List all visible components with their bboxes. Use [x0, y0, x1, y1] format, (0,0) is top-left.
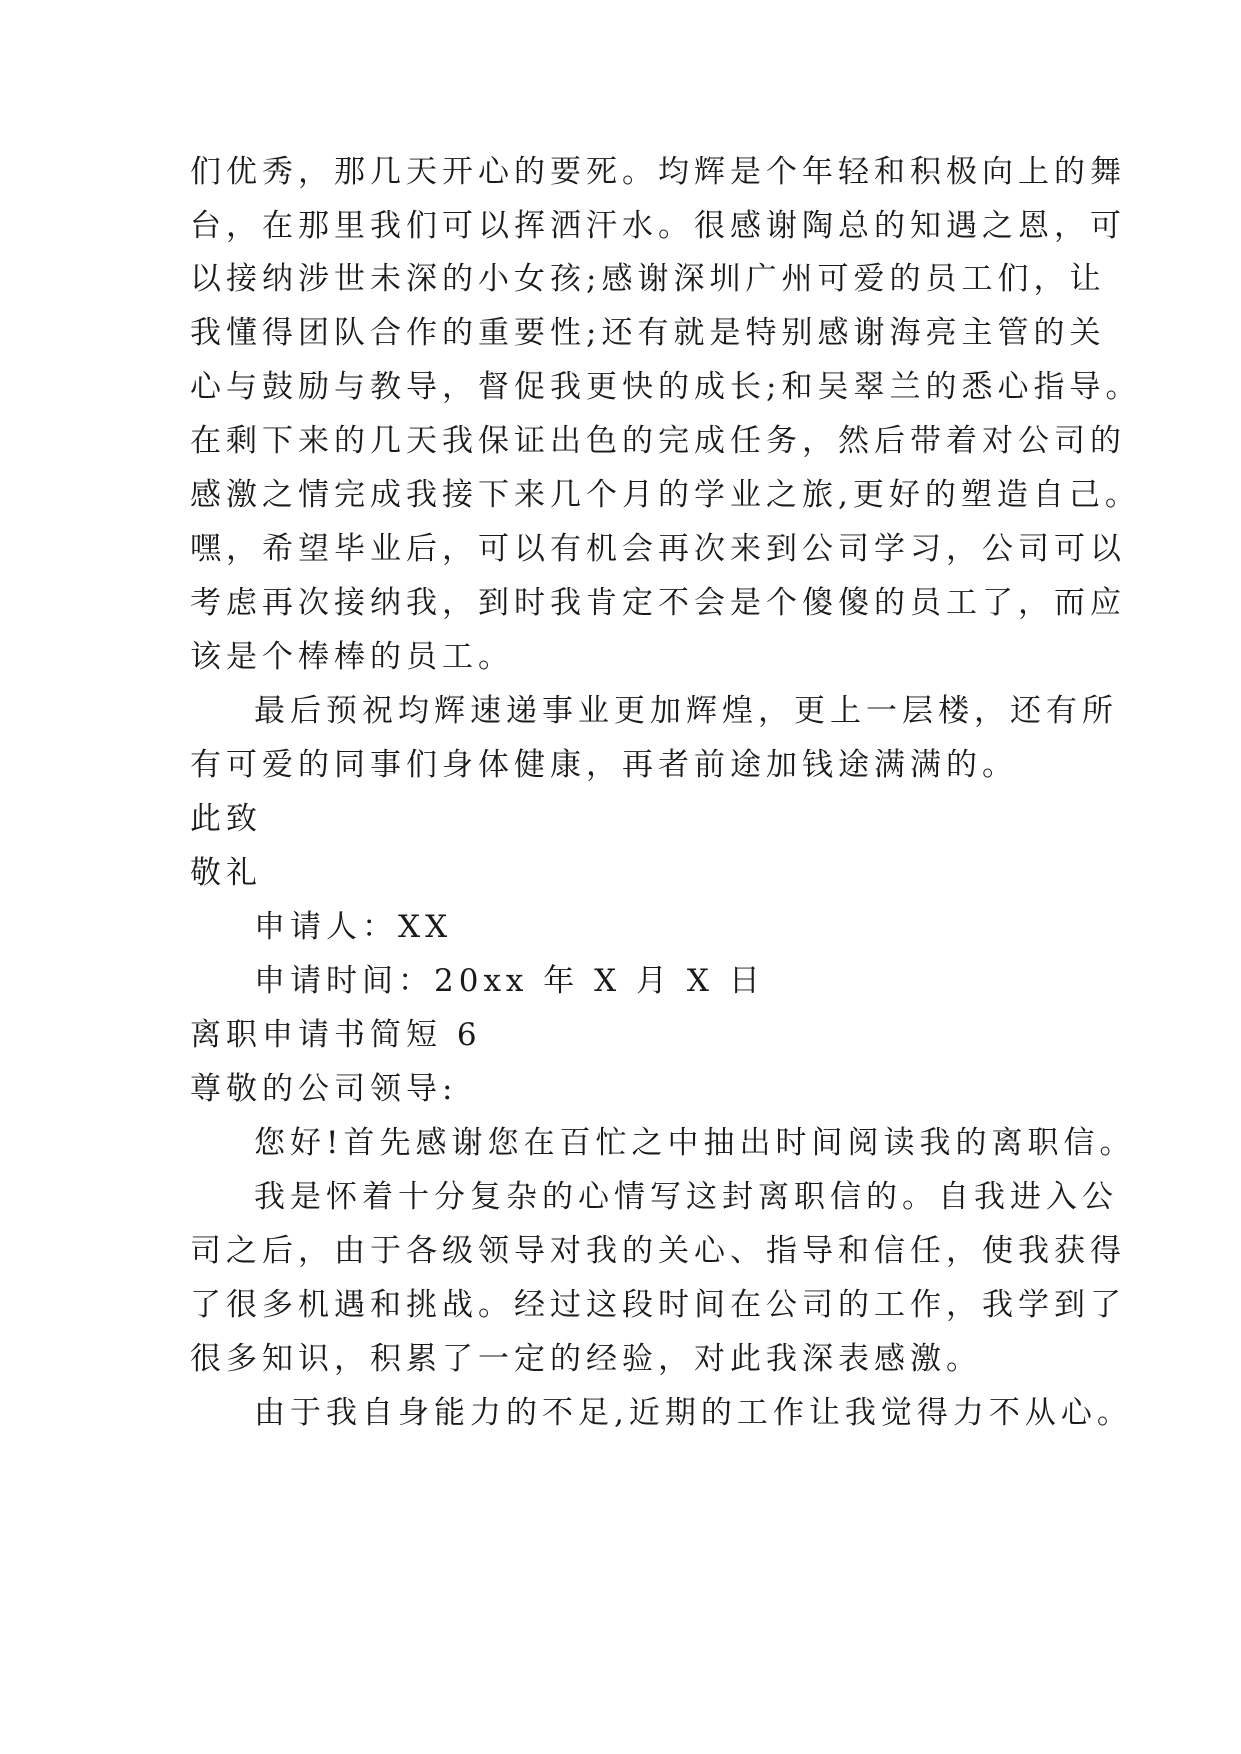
text-line: 以接纳涉世未深的小女孩;感谢深圳广州可爱的员工们，让 [190, 261, 1106, 297]
text-line: 最后预祝均辉速递事业更加辉煌，更上一层楼，还有所 [254, 693, 1118, 729]
text-line: 很多知识，积累了一定的经验，对此我深表感激。 [190, 1341, 982, 1377]
text-line: 我是怀着十分复杂的心情写这封离职信的。自我进入公 [254, 1179, 1118, 1215]
text-line: 由于我自身能力的不足,近期的工作让我觉得力不从心。 [254, 1395, 1133, 1431]
text-line: 感激之情完成我接下来几个月的学业之旅,更好的塑造自己。 [190, 477, 1141, 513]
text-line: 台，在那里我们可以挥洒汗水。很感谢陶总的知遇之恩，可 [190, 208, 1126, 244]
text-line: 心与鼓励与教导，督促我更快的成长;和吴翠兰的悉心指导。 [190, 369, 1142, 405]
text-line: 该是个棒棒的员工。 [190, 639, 514, 675]
text-line: 司之后，由于各级领导对我的关心、指导和信任，使我获得 [190, 1233, 1126, 1269]
text-line: 嘿，希望毕业后，可以有机会再次来到公司学习，公司可以 [190, 531, 1126, 567]
text-line: 考虑再次接纳我，到时我肯定不会是个傻傻的员工了，而应 [190, 585, 1126, 621]
text-line: 有可爱的同事们身体健康，再者前途加钱途满满的。 [190, 747, 1018, 783]
closing-regards: 敬礼 [190, 855, 262, 891]
application-date: 申请时间：20xx 年 X 月 X 日 [254, 963, 765, 999]
text-line: 了很多机遇和挑战。经过这段时间在公司的工作，我学到了 [190, 1287, 1126, 1323]
closing-salutation: 此致 [190, 801, 262, 837]
section-title: 离职申请书简短 6 [190, 1017, 482, 1053]
text-line: 在剩下来的几天我保证出色的完成任务，然后带着对公司的 [190, 423, 1126, 459]
text-line: 您好!首先感谢您在百忙之中抽出时间阅读我的离职信。 [254, 1125, 1136, 1161]
text-line: 我懂得团队合作的重要性;还有就是特别感谢海亮主管的关 [190, 315, 1106, 351]
salutation: 尊敬的公司领导: [190, 1071, 458, 1107]
applicant-name: 申请人：XX [254, 909, 453, 945]
text-line: 们优秀，那几天开心的要死。均辉是个年轻和积极向上的舞 [190, 154, 1126, 190]
